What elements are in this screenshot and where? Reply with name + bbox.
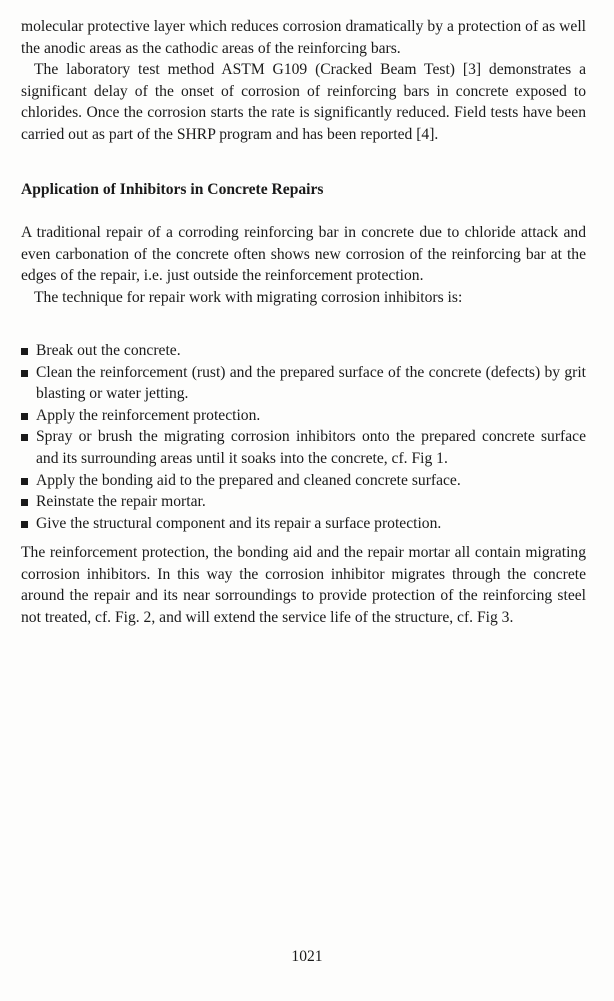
paragraph: The reinforcement protection, the bonding aid and the repair mortar all contain migrating corrosion inhibitors. In this way the corrosion inhibitor migrates through the concrete around the repair and its near sorroundings to provide protection of the reinforcing steel not treated, cf. Fig. 2, and will extend the service life of the structure, cf. Fig 3. <box>21 544 586 626</box>
bullet-square-icon <box>21 521 28 528</box>
list-item-text: Spray or brush the migrating corrosion inhibitors onto the prepared concrete surface and its surrounding areas until it soaks into the concrete, cf. Fig 1. <box>36 428 586 467</box>
bullet-square-icon <box>21 413 28 420</box>
repair-steps-list <box>21 340 586 534</box>
list-item-text: Reinstate the repair mortar. <box>36 493 206 511</box>
list-item <box>21 362 586 405</box>
paragraph: The laboratory test method ASTM G109 (Cracked Beam Test) [3] demonstrates a significant delay of the onset of corrosion of reinforcing bars in concrete exposed to chlorides. Once the corrosion starts the rate is significantly reduced. Field tests have been carried out as part of the SHRP program and has been reported [4]. <box>21 61 586 143</box>
bullet-square-icon <box>21 478 28 485</box>
list-item-text: Break out the concrete. <box>36 342 181 359</box>
list-item-text: Clean the reinforcement (rust) and the prepared surface of the concrete (defects) by grit blasting or water jetting. <box>36 363 586 403</box>
intro-section <box>21 16 586 146</box>
list-item <box>21 340 586 362</box>
bullet-square-icon <box>21 499 28 506</box>
bullet-square-icon <box>21 348 28 355</box>
repair-intro-section <box>21 222 586 308</box>
list-item <box>21 513 586 535</box>
paragraph: A traditional repair of a corroding reinforcing bar in concrete due to chloride attack and even carbonation of the concrete often shows new corrosion of the reinforcing bar at the edges of the repair, i.e. just outside the reinforcement protection. <box>21 224 586 285</box>
page-number: 1021 <box>291 948 323 965</box>
list-item <box>21 491 586 513</box>
list-item-text: Apply the reinforcement protection. <box>36 406 261 424</box>
section-heading: Application of Inhibitors in Concrete Repairs <box>21 181 324 198</box>
list-item-text: Give the structural component and its repair a surface protection. <box>36 514 442 532</box>
list-item <box>21 470 586 492</box>
bullet-square-icon <box>21 370 28 377</box>
list-item <box>21 426 586 469</box>
bullet-square-icon <box>21 434 28 441</box>
paragraph: The technique for repair work with migrating corrosion inhibitors is: <box>34 288 463 306</box>
paragraph: molecular protective layer which reduces corrosion dramatically by a protection of as well the anodic areas as the cathodic areas of the reinforcing bars. <box>21 18 586 57</box>
list-item <box>21 405 586 427</box>
list-item-text: Apply the bonding aid to the prepared and cleaned concrete surface. <box>36 471 461 489</box>
